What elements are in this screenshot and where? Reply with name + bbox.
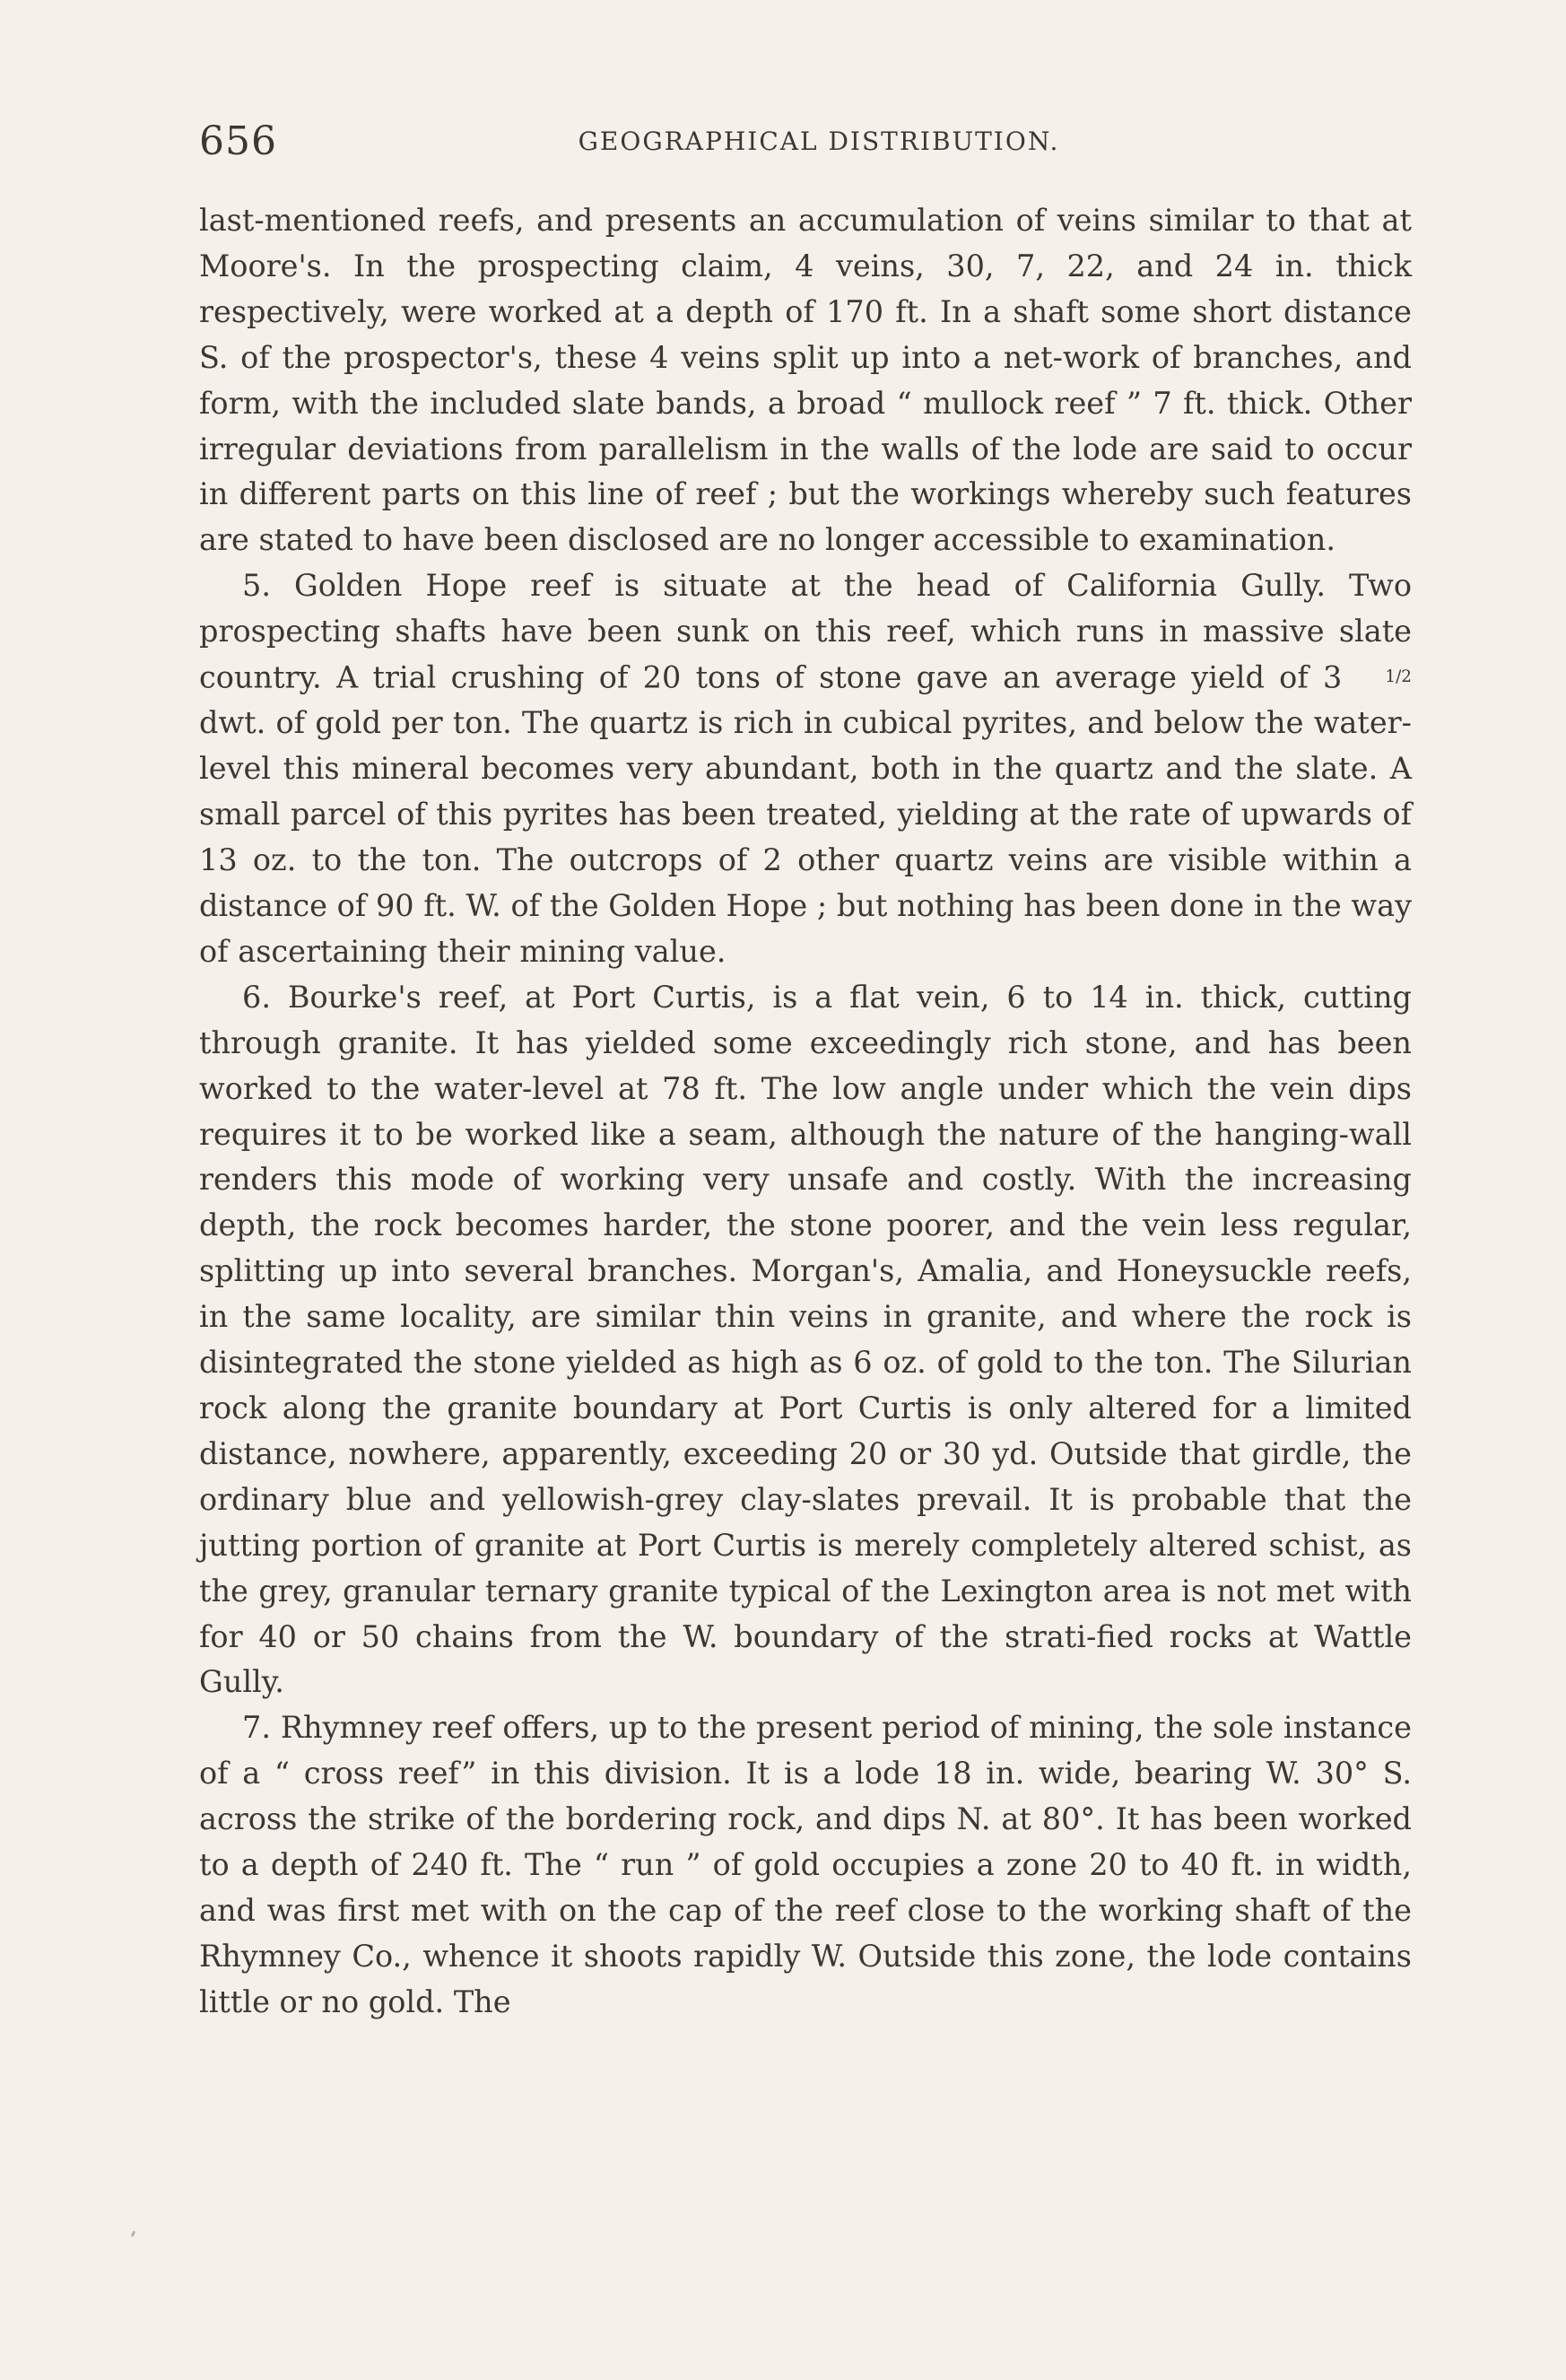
paper-speck [131,2231,135,2237]
running-title: GEOGRAPHICAL DISTRIBUTION. [578,126,1060,156]
fraction-half: 1/2 [1385,667,1412,687]
body-text [199,198,1412,2026]
paragraph-rhymney-reef: 7. Rhymney reef offers, up to the present period of mining, the sole instance of a “ cross reef” in this division. It is a lode 18 in. wide, bearing W. 30° S. across the strike of the bordering rock, and dips N. at 80°. It has been worked to a depth of 240 ft. The “ run ” of gold occupies a zone 20 to 40 ft. in width, and was first met with on the cap of the reef close to the working shaft of the Rhymney Co., whence it shoots rapidly W. Outside this zone, the lode contains little or no gold. The [199,1710,1412,2019]
paragraph-text: 5. Golden Hope reef is situate at the head of California Gully. Two prospecting shafts have been sunk on this reef, which runs in massive slate country. A trial crushing of 20 tons of stone gave an average yield of 3 [199,568,1412,695]
page-number: 656 [199,118,277,164]
running-head [199,115,1412,169]
paragraph-bourkes-reef: 6. Bourke's reef, at Port Curtis, is a flat vein, 6 to 14 in. thick, cutting through granite. It has yielded some exceedingly rich stone, and has been worked to the water-level at 78 ft. The low angle under which the vein dips requires it to be worked like a seam, although the nature of the hanging-wall renders this mode of working very unsafe and costly. With the increasing depth, the rock becomes harder, the stone poorer, and the vein less regular, splitting up into several branches. Morgan's, Amalia, and Honeysuckle reefs, in the same locality, are similar thin veins in granite, and where the rock is disintegrated the stone yielded as high as 6 oz. of gold to the ton. The Silurian rock along the granite boundary at Port Curtis is only altered for a limited distance, nowhere, apparently, exceeding 20 or 30 yd. Outside that girdle, the ordinary blue and yellowish-grey clay-slates prevail. It is probable that the jutting portion of granite at Port Curtis is merely completely altered schist, as the grey, granular ternary granite typical of the Lexington area is not met with for 40 or 50 chains from the W. boundary of the strati-fied rocks at Wattle Gully. [199,979,1412,1700]
paragraph-golden-hope-reef [199,563,1412,975]
paragraph-text: dwt. of gold per ton. The quartz is rich in cubical pyrites, and below the water-level this mineral becomes very abundant, both in the quartz and the slate. A small parcel of this pyrites has been treated, yielding at the rate of upwards of 13 oz. to the ton. The outcrops of 2 other quartz veins are visible within a distance of 90 ft. W. of the Golden Hope ; but nothing has been done in the way of ascertaining their mining value. [199,705,1412,969]
paragraph-continuation: last-mentioned reefs, and presents an accumulation of veins similar to that at Moore's. In the prospecting claim, 4 veins, 30, 7, 22, and 24 in. thick respectively, were worked at a depth of 170 ft. In a shaft some short distance S. of the prospector's, these 4 veins split up into a net-work of branches, and form, with the included slate bands, a broad “ mullock reef ” 7 ft. thick. Other irregular deviations from parallelism in the walls of the lode are said to occur in different parts on this line of reef ; but the workings whereby such features are stated to have been disclosed are no longer accessible to examination. [199,203,1412,558]
